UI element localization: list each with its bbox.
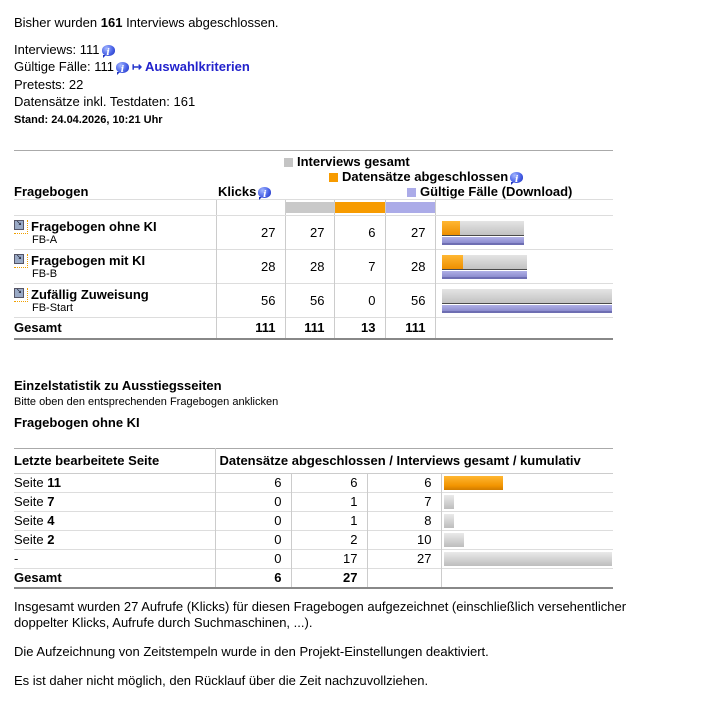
- abgeschlossen-column-band: [335, 202, 385, 213]
- seite-number: 2: [43, 532, 55, 547]
- abgeschlossen-bar: [442, 221, 460, 235]
- col-values-header: Datensätze abgeschlossen / Interviews gesamt / kumulativ: [215, 448, 613, 473]
- fragebogen-title[interactable]: Zufällig Zuweisung: [31, 286, 149, 302]
- kumulativ-value: 10: [367, 530, 441, 549]
- klicks-value: 56: [216, 284, 285, 318]
- abgeschlossen-bar: [442, 255, 463, 269]
- gray-square-icon: [284, 158, 293, 167]
- bar-cell: [435, 250, 613, 284]
- seite-bar: [444, 552, 612, 566]
- legend: [14, 150, 613, 200]
- abgeschlossen-value: 7: [334, 250, 385, 284]
- fragebogen-cell[interactable]: [14, 284, 216, 318]
- bar-cell: [441, 511, 613, 530]
- legend-interviews-label: Interviews gesamt: [297, 154, 410, 169]
- kumulativ-value: 6: [367, 473, 441, 492]
- interviews-value: 56: [285, 284, 334, 318]
- total-interviews: 111: [285, 318, 334, 339]
- stat-pretests-value: 22: [68, 77, 84, 92]
- ausstiegsseiten-table: [14, 448, 613, 590]
- abgeschlossen-value: 0: [334, 284, 385, 318]
- bar-cell: [441, 473, 613, 492]
- interviews-value: 27: [285, 216, 334, 250]
- fragebogen-id: FB-Start: [32, 301, 73, 314]
- fragebogen-title[interactable]: Fragebogen ohne KI: [31, 218, 157, 234]
- stat-gueltige-label: Gültige Fälle:: [14, 59, 91, 74]
- gueltige-bar: [442, 305, 612, 313]
- seite-number: 4: [43, 513, 55, 528]
- purple-square-icon: [407, 188, 416, 197]
- kumulativ-value: 8: [367, 511, 441, 530]
- fragebogen-table: [14, 200, 613, 340]
- bar-cell: [435, 216, 613, 250]
- note-zeitstempel: Die Aufzeichnung von Zeitstempeln wurde in den Projekt-Einstellungen deaktiviert.: [14, 644, 489, 659]
- seite-bar: [444, 476, 503, 490]
- interviews-gesamt-bar: [442, 255, 527, 270]
- gesamt-bar-fill: [444, 552, 612, 566]
- col-fragebogen: Fragebogen: [14, 184, 89, 199]
- seite-prefix: Seite: [14, 494, 44, 509]
- gueltige-value: 56: [385, 284, 435, 318]
- total-label: Gesamt: [14, 320, 62, 336]
- legend-datensaetze-label: Datensätze abgeschlossen: [342, 169, 509, 184]
- seite-bar: [444, 514, 454, 528]
- interviews-gesamt-bar: [442, 221, 524, 236]
- gesamt-value: 2: [291, 530, 367, 549]
- seite-label: [14, 511, 215, 530]
- total-abgeschlossen: 13: [334, 318, 385, 339]
- abgeschlossen-value: 0: [215, 530, 291, 549]
- abgeschlossen-value: 0: [215, 511, 291, 530]
- gesamt-bar-fill: [444, 495, 454, 509]
- footer-notes: [14, 599, 702, 689]
- gueltige-value: 27: [385, 216, 435, 250]
- bar-cell: [441, 492, 613, 511]
- legend-interviews: [284, 154, 613, 169]
- gesamt-value: 1: [291, 511, 367, 530]
- stat-gueltige-value: 111: [94, 59, 114, 74]
- info-icon[interactable]: [510, 172, 523, 183]
- gueltige-bar: [442, 271, 527, 279]
- col-klicks-label: Klicks: [218, 184, 257, 199]
- t2-rows: [14, 473, 613, 568]
- seite-row: [14, 473, 613, 492]
- seite-number: 11: [43, 475, 61, 490]
- overview-table: [14, 150, 613, 340]
- fragebogen-id: FB-B: [32, 267, 58, 280]
- statistics-icon[interactable]: [14, 254, 28, 268]
- kumulativ-value: 7: [367, 492, 441, 511]
- bar-cell: [441, 549, 613, 568]
- stats-block: [14, 41, 702, 127]
- interviews-bar-fill: [463, 255, 527, 269]
- intro-suffix: Interviews abgeschlossen.: [126, 15, 279, 30]
- seite-label: [14, 492, 215, 511]
- seite-bar: [444, 495, 454, 509]
- color-band-row: [14, 200, 613, 216]
- interviews-column-band: [286, 202, 334, 213]
- table-row: [14, 284, 613, 318]
- info-icon[interactable]: [102, 45, 115, 56]
- abgeschlossen-value: 0: [215, 549, 291, 568]
- statistics-icon[interactable]: [14, 288, 28, 302]
- gesamt-bar-fill: [444, 533, 464, 547]
- interviews-bar-fill: [442, 289, 612, 303]
- total-klicks: 111: [216, 318, 285, 339]
- total-gueltige: 111: [385, 318, 435, 339]
- seite-prefix: Seite: [14, 513, 44, 528]
- abgeschlossen-bar: [444, 476, 503, 490]
- gesamt-value: 17: [291, 549, 367, 568]
- stat-pretests-label: Pretests:: [14, 77, 66, 92]
- t2-total-gesamt: 27: [291, 568, 367, 588]
- gesamt-value: 6: [291, 473, 367, 492]
- interviews-bar-fill: [460, 221, 524, 235]
- fragebogen-cell[interactable]: [14, 216, 216, 250]
- legend-gueltige: [407, 184, 572, 199]
- legend-gueltige-label: Gültige Fälle (Download): [420, 184, 573, 199]
- legend-datensaetze: [329, 169, 613, 184]
- gesamt-value: 1: [291, 492, 367, 511]
- auswahlkriterien-link[interactable]: Auswahlkriterien: [145, 59, 250, 74]
- seite-row: [14, 492, 613, 511]
- seite-label: [14, 473, 215, 492]
- fragebogen-cell[interactable]: [14, 250, 216, 284]
- orange-square-icon: [329, 173, 338, 182]
- gesamt-bar-fill: [444, 514, 454, 528]
- t1-rows: [14, 216, 613, 318]
- seite-number: 7: [43, 494, 55, 509]
- timestamp: Stand: 24.04.2026, 10:21 Uhr: [14, 114, 163, 126]
- table-header-row: [14, 184, 613, 199]
- stat-interviews-value: 111: [79, 42, 100, 57]
- gueltige-column-band: [386, 202, 435, 213]
- stat-pretests: [14, 76, 702, 93]
- interviews-gesamt-bar: [442, 289, 612, 304]
- seite-row: [14, 530, 613, 549]
- seite-row: [14, 549, 613, 568]
- t2-header-row: [14, 448, 613, 473]
- stat-gueltige: [14, 58, 702, 76]
- intro-count: 161: [100, 15, 123, 30]
- kumulativ-value: 27: [367, 549, 441, 568]
- t2-total-abgeschlossen: 6: [215, 568, 291, 588]
- stat-interviews: [14, 41, 702, 58]
- gueltige-bar: [442, 237, 524, 245]
- interviews-value: 28: [285, 250, 334, 284]
- klicks-value: 28: [216, 250, 285, 284]
- seite-label: [14, 530, 215, 549]
- info-icon[interactable]: [116, 62, 129, 73]
- fragebogen-title[interactable]: Fragebogen mit KI: [31, 252, 146, 268]
- info-icon[interactable]: [258, 187, 271, 198]
- fragebogen-id: FB-A: [32, 233, 58, 246]
- goto-arrow-icon[interactable]: ↦: [131, 60, 143, 74]
- seite-row: [14, 511, 613, 530]
- seite-label: [14, 549, 215, 568]
- seite-prefix: -: [14, 551, 19, 566]
- section-title: Einzelstatistik zu Ausstiegsseiten: [14, 377, 222, 393]
- seite-prefix: Seite: [14, 475, 44, 490]
- seite-bar: [444, 533, 464, 547]
- stat-datensaetze-value: 161: [173, 94, 196, 109]
- stat-interviews-label: Interviews:: [14, 42, 77, 57]
- stat-datensaetze: [14, 93, 702, 110]
- intro-line: [14, 15, 702, 30]
- stat-datensaetze-label: Datensätze inkl. Testdaten:: [14, 94, 170, 109]
- table-row: [14, 216, 613, 250]
- t2-total-row: [14, 568, 613, 588]
- section-subtitle: Fragebogen ohne KI: [14, 414, 140, 430]
- col-letzte-seite: Letzte bearbeitete Seite: [14, 453, 160, 468]
- table-row: [14, 250, 613, 284]
- abgeschlossen-value: 6: [334, 216, 385, 250]
- klicks-value: 27: [216, 216, 285, 250]
- note-aufrufe: Insgesamt wurden 27 Aufrufe (Klicks) für diesen Fragebogen aufgezeichnet (einschließlich versehentlicher doppelter Klicks, Aufrufe durch Suchmaschinen, ...).: [14, 599, 627, 630]
- abgeschlossen-value: 6: [215, 473, 291, 492]
- t2-total-label: Gesamt: [14, 570, 62, 586]
- abgeschlossen-value: 0: [215, 492, 291, 511]
- intro-prefix: Bisher wurden: [14, 15, 98, 30]
- note-ruecklauf: Es ist daher nicht möglich, den Rücklauf über die Zeit nachzuvollziehen.: [14, 673, 429, 688]
- section-hint: Bitte oben den entsprechenden Fragebogen anklicken: [14, 395, 279, 408]
- total-row: [14, 318, 613, 339]
- bar-cell: [441, 530, 613, 549]
- gueltige-value: 28: [385, 250, 435, 284]
- col-klicks: [218, 184, 273, 199]
- seite-prefix: Seite: [14, 532, 44, 547]
- bar-cell: [435, 284, 613, 318]
- statistics-icon[interactable]: [14, 220, 28, 234]
